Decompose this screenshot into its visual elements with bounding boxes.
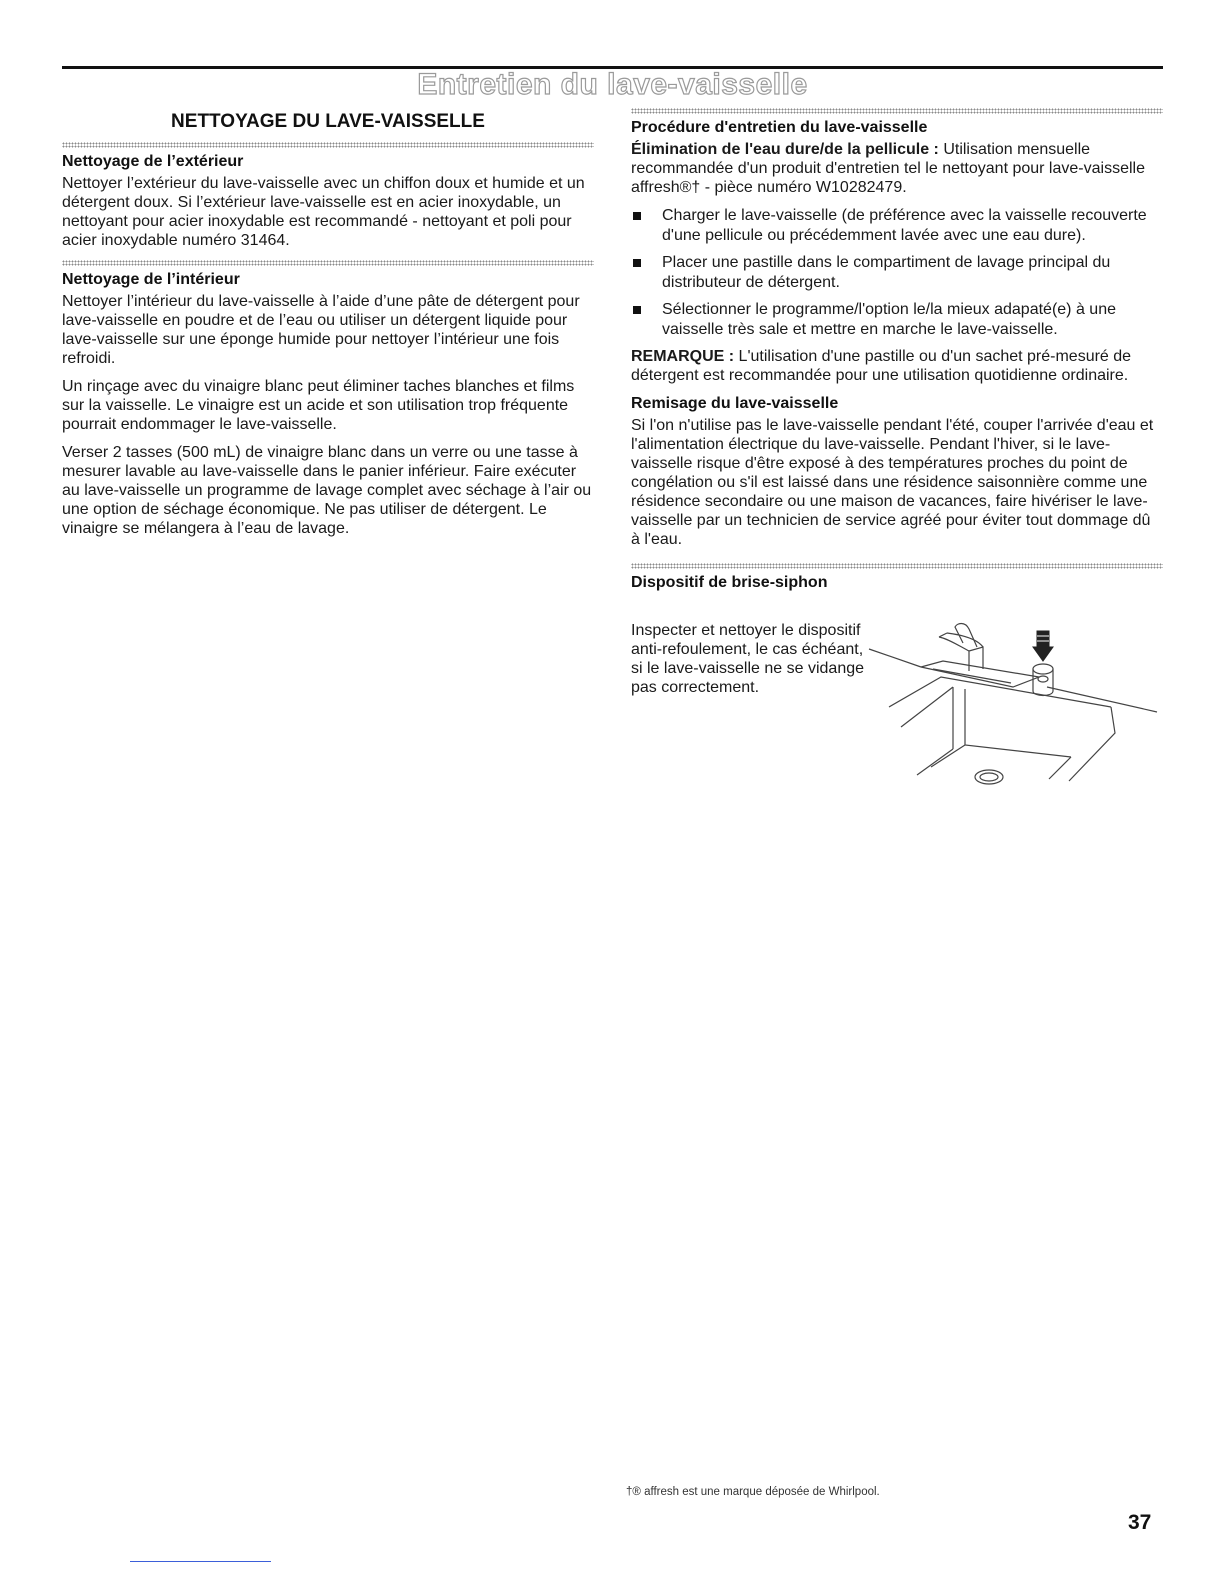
maintenance-note bbox=[631, 347, 1163, 385]
siphon-text: Inspecter et nettoyer le dispositif anti-refoulement, le cas échéant, si le lave-vaisselle ne se vidange pas correctement. bbox=[631, 622, 865, 696]
storage-text: Si l'on n'utilise pas le lave-vaisselle pendant l'été, couper l'arrivée d'eau et l'alimentation électrique du lave-vaisselle. Pendant l'hiver, si le lave-vaisselle risque d'être exposé à des températures proches du point de congélation ou s'il est laissé dans une résidence saisonnière comme une résidence secondaire ou une maison de vacances, faire hivériser le lave-vaisselle par un technicien de service agréé pour éviter tout dommage dû à l'eau. bbox=[631, 417, 1154, 548]
list-item: Placer une pastille dans le compartiment de lavage principal du distributeur de détergent. bbox=[631, 253, 1163, 292]
dotted-divider bbox=[631, 563, 1163, 569]
footnote: †® affresh est une marque déposée de Whirlpool. bbox=[626, 1486, 880, 1498]
interior-paragraph: Nettoyer l’intérieur du lave-vaisselle à l’aide d’une pâte de détergent pour lave-vaisselle en poudre et de l’eau ou utiliser un détergent liquide pour lave-vaisselle sur une éponge humide pour nettoyer l’intérieur une fois refroidi. bbox=[62, 293, 580, 367]
bottom-rule bbox=[130, 1561, 271, 1562]
section-title: NETTOYAGE DU LAVE-VAISSELLE bbox=[171, 111, 485, 132]
dotted-divider bbox=[631, 108, 1163, 114]
interior-paragraph: Un rinçage avec du vinaigre blanc peut éliminer taches blanches et films sur la vaisselle. Le vinaigre est un acide et son utilisation trop fréquente pourrait endommager le lave-vaisselle. bbox=[62, 378, 575, 433]
interior-paragraph: Verser 2 tasses (500 mL) de vinaigre blanc dans un verre ou une tasse à mesurer lavable au lave-vaisselle dans le panier inférieur. Faire exécuter au lave-vaisselle un programme de lavage complet avec séchage à l’air ou une option de séchage économique. Ne pas utiliser de détergent. Le vinaigre se mélangera à l’eau de lavage. bbox=[62, 444, 592, 537]
arrow-down-icon bbox=[1033, 631, 1053, 661]
maintenance-lead-bold: Élimination de l'eau dure/de la pellicule : bbox=[631, 141, 939, 158]
page-number: 37 bbox=[1128, 1511, 1152, 1534]
list-item: Charger le lave-vaisselle (de préférence avec la vaisselle recouverte d'une pellicule ou précédemment lavée avec une eau dure). bbox=[631, 206, 1163, 245]
page-title: Entretien du lave-vaisselle bbox=[417, 68, 808, 101]
right-column bbox=[631, 108, 1163, 795]
left-column bbox=[62, 108, 594, 547]
interior-heading: Nettoyage de l’intérieur bbox=[62, 271, 240, 288]
maintenance-heading: Procédure d'entretien du lave-vaisselle bbox=[631, 119, 928, 136]
maintenance-lead-text: Utilisation mensuelle recommandée d'un produit d'entretien tel le nettoyant pour lave-vaisselle affresh®† - pièce numéro W10282479. bbox=[631, 141, 1145, 196]
maintenance-steps bbox=[631, 206, 1163, 339]
dotted-divider bbox=[62, 142, 594, 148]
note-label: REMARQUE : bbox=[631, 348, 735, 365]
note-text: L'utilisation d'une pastille ou d'un sachet pré-mesuré de détergent est recommandée pour une utilisation quotidienne ordinaire. bbox=[631, 348, 1132, 384]
list-item: Sélectionner le programme/l'option le/la mieux adapaté(e) à une vaisselle très sale et mettre en marche le lave-vaisselle. bbox=[631, 300, 1163, 339]
exterior-heading: Nettoyage de l’extérieur bbox=[62, 153, 244, 170]
dotted-divider bbox=[62, 260, 594, 266]
siphon-section bbox=[631, 615, 1163, 795]
storage-heading: Remisage du lave-vaisselle bbox=[631, 395, 839, 412]
exterior-text: Nettoyer l’extérieur du lave-vaisselle avec un chiffon doux et humide et un détergent doux. Si l’extérieur lave-vaisselle est en acier inoxydable, un nettoyant pour acier inoxydable est recommandé - nettoyant et poli pour acier inoxydable numéro 31464. bbox=[62, 175, 585, 249]
siphon-heading: Dispositif de brise-siphon bbox=[631, 574, 828, 591]
maintenance-lead bbox=[631, 140, 1163, 197]
sink-air-gap-illustration bbox=[861, 607, 1161, 797]
